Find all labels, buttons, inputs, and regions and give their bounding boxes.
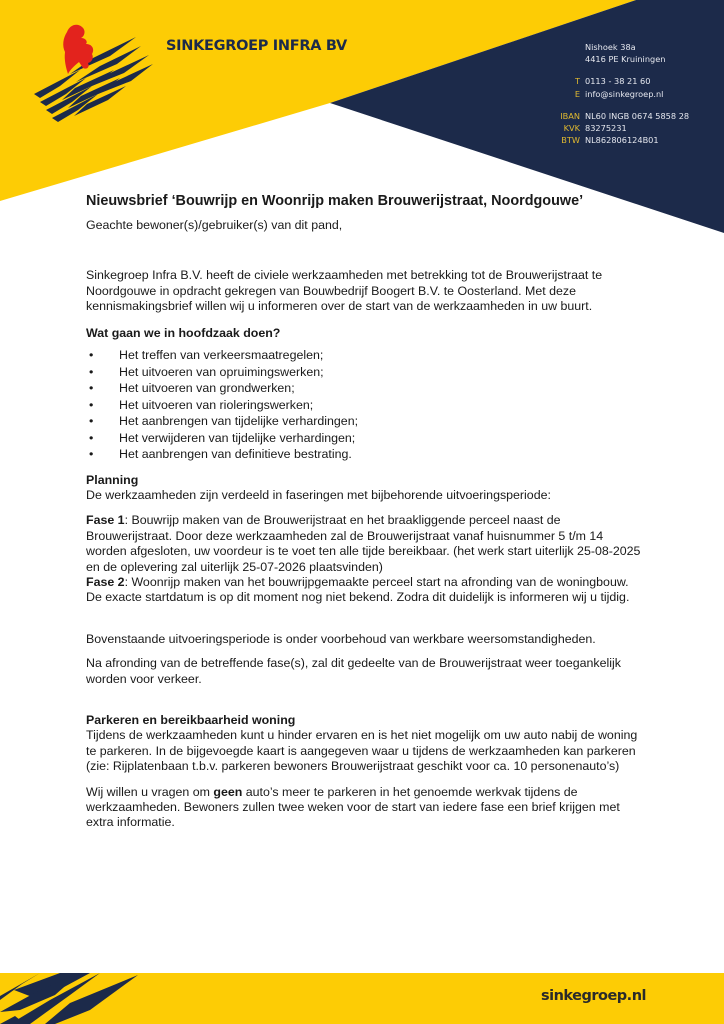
phone-label: T (574, 76, 580, 87)
weather-note: Bovenstaande uitvoeringsperiode is onder voorbehoud van werkbare weersomstandigheden. (86, 631, 596, 646)
task-item (89, 364, 646, 382)
parking-heading: Parkeren en bereikbaarheid woning (86, 713, 296, 727)
task-text: Het treffen van verkeersmaatregelen; (119, 348, 324, 363)
parking-text: Tijdens de werkzaamheden kunt u hinder ervaren en is het niet mogelijk om uw auto nabij de woning te parkeren. In de bijgevoegde kaart is aangegeven waar u tijdens de werkzaamheden kan parkeren (zie: Rijplatenbaan t.b.v. parkeren bewoners Brouwerijstraat geschikt voor ca. 10 personenauto’s) (86, 728, 638, 774)
iban-label: IBAN (560, 110, 580, 121)
address-line-2: 4416 PE Kruiningen (585, 54, 666, 65)
bullet-icon: • (89, 364, 94, 379)
request-text-start: Wij willen u vragen om (86, 784, 214, 799)
task-text: Het uitvoeren van grondwerken; (119, 381, 295, 396)
greeting: Geachte bewoner(s)/gebruiker(s) van dit pand, (86, 218, 343, 232)
tasks-list (86, 348, 646, 464)
intro-paragraph: Sinkegroep Infra B.V. heeft de civiele werkzaamheden met betrekking tot de Brouwerijstraat te Noordgouwe in opdracht gekregen van Bouwbedrijf Boogert B.V. te Oosterland. Met deze kennismakingsbrief willen wij u informeren over de start van de werkzaamheden in uw buurt. (86, 268, 603, 314)
task-text: Het verwijderen van tijdelijke verhardingen; (119, 430, 356, 445)
task-text: Het aanbrengen van definitieve bestrating. (119, 447, 352, 462)
kvk-value: 83275231 (585, 123, 627, 134)
phone-number: 0113 - 38 21 60 (585, 76, 651, 87)
footer-website[interactable]: sinkegroep.nl (540, 988, 646, 1004)
btw-value: NL862806124B01 (585, 135, 659, 146)
bullet-icon: • (89, 397, 94, 412)
contact-block (556, 41, 716, 146)
task-item (89, 397, 646, 415)
iban-value: NL60 INGB 0674 5858 28 (585, 110, 690, 121)
bullet-icon: • (89, 430, 94, 445)
planning-text: De werkzaamheden zijn verdeeld in faseringen met bijbehorende uitvoeringsperiode: (86, 487, 551, 502)
task-item (89, 414, 646, 431)
btw-label: BTW (561, 135, 580, 146)
email-address[interactable]: info@sinkegroep.nl (585, 88, 664, 99)
letter-body (86, 192, 646, 831)
phase-2-label: Fase 2 (86, 574, 125, 589)
phase-2-text: : Woonrijp maken van het bouwrijpgemaakte perceel start na afronding van de woningbouw. De exacte startdatum is op dit moment nog niet bekend. Zodra dit duidelijk is informeren wij u tijdig. (86, 574, 630, 605)
planning-heading: Planning (86, 472, 139, 487)
phase-2-paragraph (86, 575, 646, 606)
task-text: Het uitvoeren van rioleringswerken; (119, 397, 314, 412)
bullet-icon: • (89, 348, 94, 363)
tasks-heading: Wat gaan we in hoofdzaak doen? (86, 325, 281, 340)
task-item (89, 381, 646, 398)
letter-title: Nieuwsbrief ‘Bouwrijp en Woonrijp maken Brouwerijstraat, Noordgouwe’ (86, 193, 584, 209)
phase-1-label: Fase 1 (86, 513, 125, 528)
task-text: Het aanbrengen van tijdelijke verhardingen; (119, 414, 359, 429)
parking-request (86, 785, 646, 831)
company-name: SINKEGROEP INFRA BV (166, 38, 347, 54)
task-item (89, 348, 646, 365)
task-text: Het uitvoeren van opruimingswerken; (119, 364, 324, 379)
bullet-icon: • (89, 414, 94, 429)
phase-1-paragraph (86, 513, 646, 575)
kvk-label: KVK (563, 123, 580, 134)
email-label: E (574, 88, 580, 99)
request-emphasis: geen (213, 784, 243, 799)
phase-1-text: : Bouwrijp maken van de Brouwerijstraat en het braakliggende perceel naast de Brouwerijstraat. Door deze werkzaamheden zal de Brouwerijstraat vanaf huisnummer 5 t/m 14 worden afgesloten, uw voordeur is te voet ten alle tijde bereikbaar. (het werk start uiterlijk 25-08-2025 en de oplevering zal uiterlijk 25-07-2026 plaatsvinden) (86, 513, 641, 574)
address-line-1: Nishoek 38a (585, 42, 636, 52)
task-item (89, 430, 646, 448)
completion-note: Na afronding van de betreffende fase(s), zal dit gedeelte van de Brouwerijstraat weer toegankelijk worden voor verkeer. (86, 656, 621, 686)
bullet-icon: • (89, 447, 94, 462)
bullet-icon: • (89, 381, 94, 396)
task-item (89, 447, 646, 464)
request-text-end: auto’s meer te parkeren in het genoemde werkvak tijdens de werkzaamheden. Bewoners zullen twee weken voor de start van iedere fase een brief krijgen met extra informatie. (86, 784, 620, 830)
